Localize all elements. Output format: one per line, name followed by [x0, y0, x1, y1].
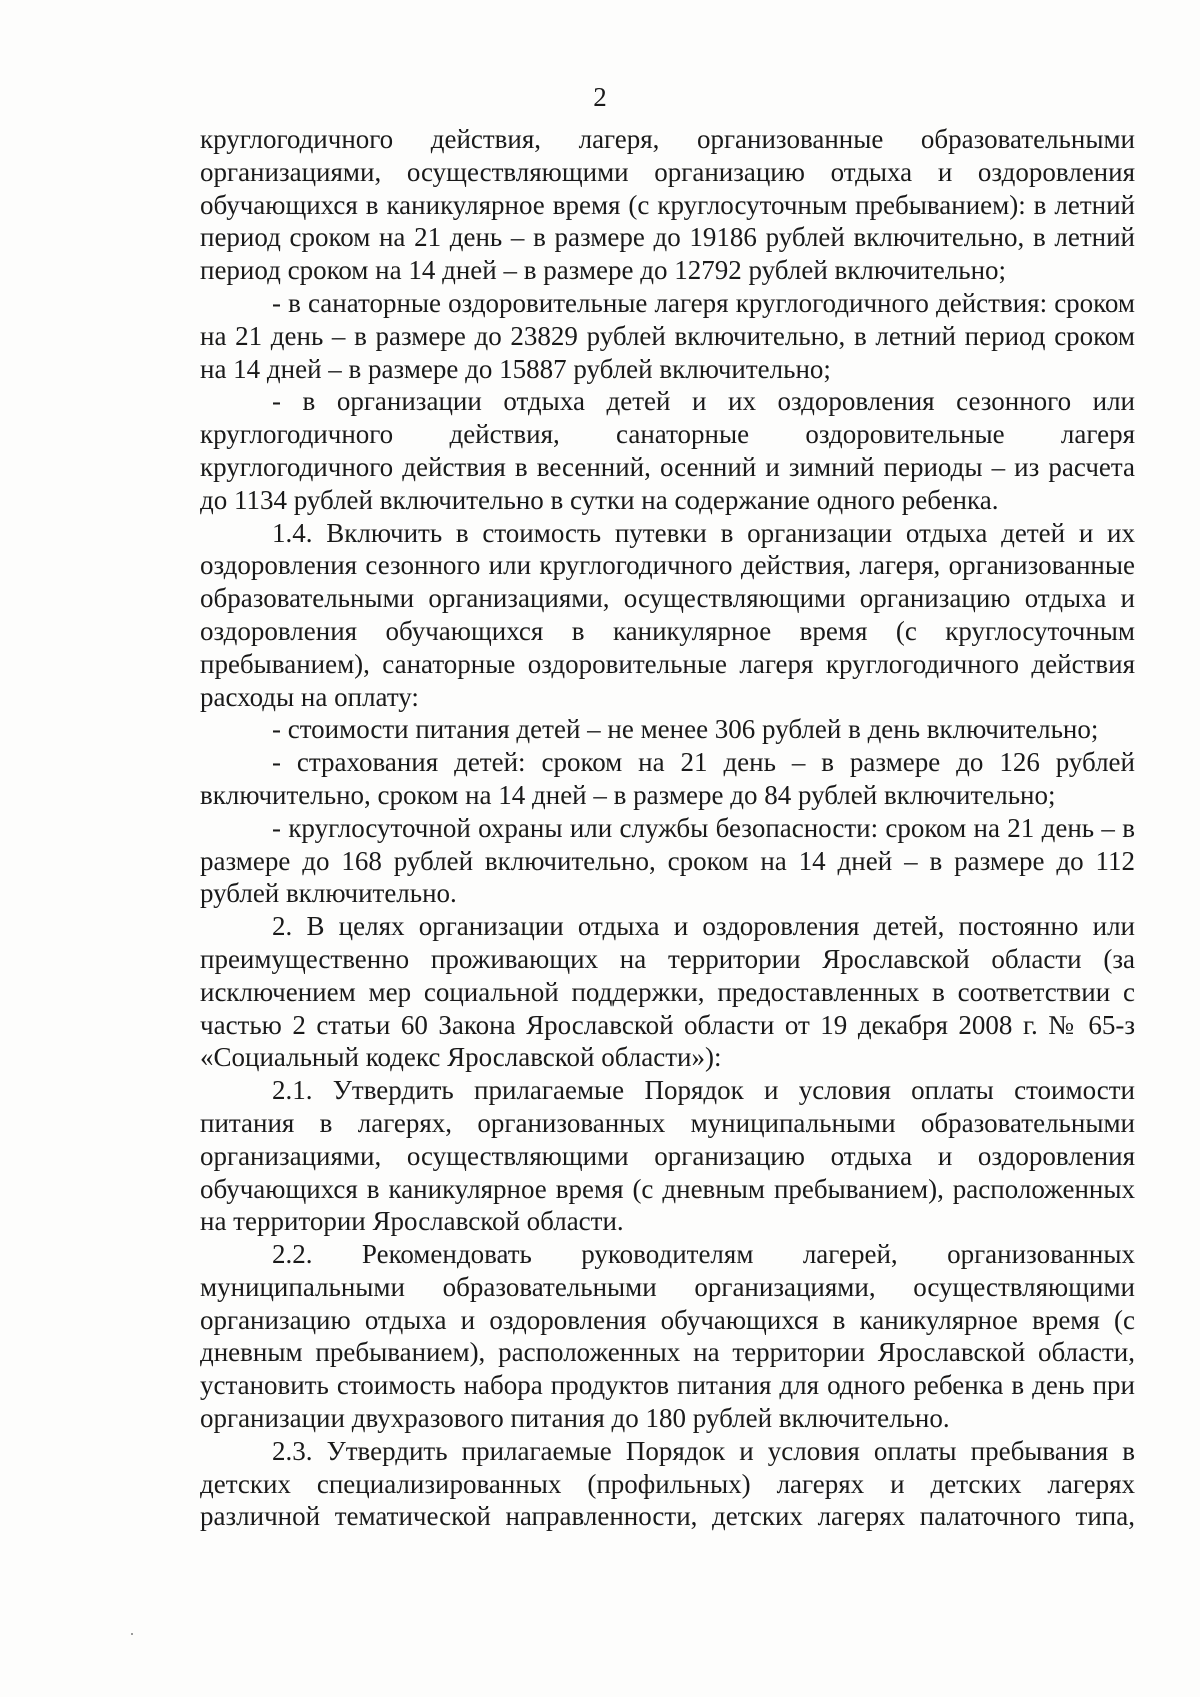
paragraph-seasonal-periods: - в организации отдыха детей и их оздоровления сезонного или круглогодичного действия, санаторные оздоровительные лагеря круглогодичного действия в весенний, осенний и зимний периоды – из расчета до 1134 рублей включительно в сутки на содержание одного ребенка.: [200, 386, 1135, 515]
paragraph-continuation: круглогодичного действия, лагеря, организованные образовательными организациями, осуществляющими организацию отдыха и оздоровления обучающихся в каникулярное время (с круглосуточным пребыванием): в летний период сроком на 21 день – в размере до 19186 рублей включительно, в летний период сроком на 14 дней – в размере до 12792 рублей включительно;: [200, 124, 1135, 286]
document-body: [200, 123, 1135, 1533]
paragraph-security: - круглосуточной охраны или службы безопасности: сроком на 21 день – в размере до 168 рублей включительно, сроком на 14 дней – в размере до 112 рублей включительно.: [200, 812, 1135, 909]
paragraph-2: 2. В целях организации отдыха и оздоровления детей, постоянно или преимущественно проживающих на территории Ярославской области (за исключением мер социальной поддержки, предоставленных в соответствии с частью 2 статьи 60 Закона Ярославской области от 19 декабря 2008 г. № 65-з «Социальный кодекс Ярославской области»):: [200, 911, 1135, 1073]
paragraph-2-2: 2.2. Рекомендовать руководителям лагерей, организованных муниципальными образовательными организациями, осуществляющими организацию отдыха и оздоровления обучающихся в каникулярное время (с дневным пребыванием), расположенных на территории Ярославской области, установить стоимость набора продуктов питания для одного ребенка в день при организации двухразового питания до 180 рублей включительно.: [200, 1239, 1135, 1434]
paragraph-insurance: - страхования детей: сроком на 21 день – в размере до 126 рублей включительно, сроком на 14 дней – в размере до 84 рублей включительно;: [200, 747, 1135, 810]
paragraph-2-1: 2.1. Утвердить прилагаемые Порядок и условия оплаты стоимости питания в лагерях, организованных муниципальными образовательными организациями, осуществляющими организацию отдыха и оздоровления обучающихся в каникулярное время (с дневным пребыванием), расположенных на территории Ярославской области.: [200, 1075, 1135, 1237]
paragraph-food-cost: - стоимости питания детей – не менее 306 рублей в день включительно;: [272, 714, 1099, 745]
page-number: 2: [593, 82, 607, 112]
paragraph-1-4: 1.4. Включить в стоимость путевки в организации отдыха детей и их оздоровления сезонного или круглогодичного действия, лагеря, организованные образовательными организациями, осуществляющими организацию отдыха и оздоровления обучающихся в каникулярное время (с круглосуточным пребыванием), санаторные оздоровительные лагеря круглогодичного действия расходы на оплату:: [200, 517, 1135, 712]
paragraph-sanatorium-camps: - в санаторные оздоровительные лагеря круглогодичного действия: сроком на 21 день – в размере до 23829 рублей включительно, в летний период сроком на 14 дней – в размере до 15887 рублей включительно;: [200, 287, 1135, 384]
paragraph-2-3: 2.3. Утвердить прилагаемые Порядок и условия оплаты пребывания в детских специализированных (профильных) лагерях и детских лагерях различной тематической направленности, детских лагерях палаточного типа,: [200, 1435, 1135, 1532]
scan-artifact-dot: [131, 1633, 133, 1635]
